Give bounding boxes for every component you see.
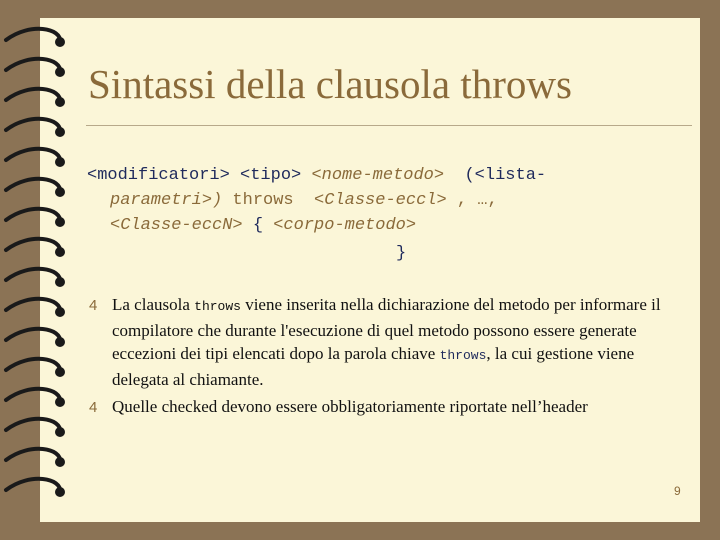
code-classe-eccn: <Classe-eccN>	[110, 216, 243, 235]
bullet-1-throws-code: throws	[194, 299, 241, 314]
bullet-1-part1: La clausola	[112, 295, 195, 314]
code-throws: throws	[232, 191, 294, 210]
code-tipo: <tipo>	[240, 166, 302, 185]
pencil-bullet-icon	[87, 296, 103, 312]
pencil-bullet-icon	[87, 398, 103, 414]
slide-title: Sintassi della clausola throws	[88, 61, 572, 107]
code-parametri: parametri>)	[110, 191, 223, 210]
code-lista: (<lista-	[464, 166, 547, 185]
svg-text:4: 4	[89, 399, 98, 414]
code-nome-metodo: <nome-metodo>	[311, 166, 445, 185]
code-ellipsis: , …,	[456, 191, 498, 210]
page-number: 9	[674, 484, 681, 498]
bullet-1-part3: , la cui gestione viene delegata al chiamante.	[112, 344, 635, 389]
bullet-1-throws-keyword: throws	[439, 348, 487, 363]
code-line-2	[110, 191, 498, 210]
code-line-3	[110, 216, 416, 235]
bullet-2-text: Quelle checked devono essere obbligatoriamente riportate nell’header	[112, 397, 588, 416]
code-line-1	[87, 166, 546, 185]
title-divider	[86, 125, 692, 126]
code-open-brace: {	[252, 216, 264, 235]
svg-text:4: 4	[89, 297, 98, 312]
code-classe-eccl: <Classe-eccl>	[314, 191, 447, 210]
code-close-brace: }	[396, 244, 407, 263]
code-corpo-metodo: <corpo-metodo>	[273, 216, 417, 235]
code-modificatori: <modificatori>	[87, 166, 230, 185]
spiral-binding	[0, 20, 80, 520]
bullet-1-part2: viene inserita nella dichiarazione del metodo per informare il compilatore che durante l'esecuzione di quel metodo possono essere generate eccezioni dei tipi elencati dopo la parola chiave	[112, 295, 661, 363]
bullet-1-text	[112, 293, 692, 391]
